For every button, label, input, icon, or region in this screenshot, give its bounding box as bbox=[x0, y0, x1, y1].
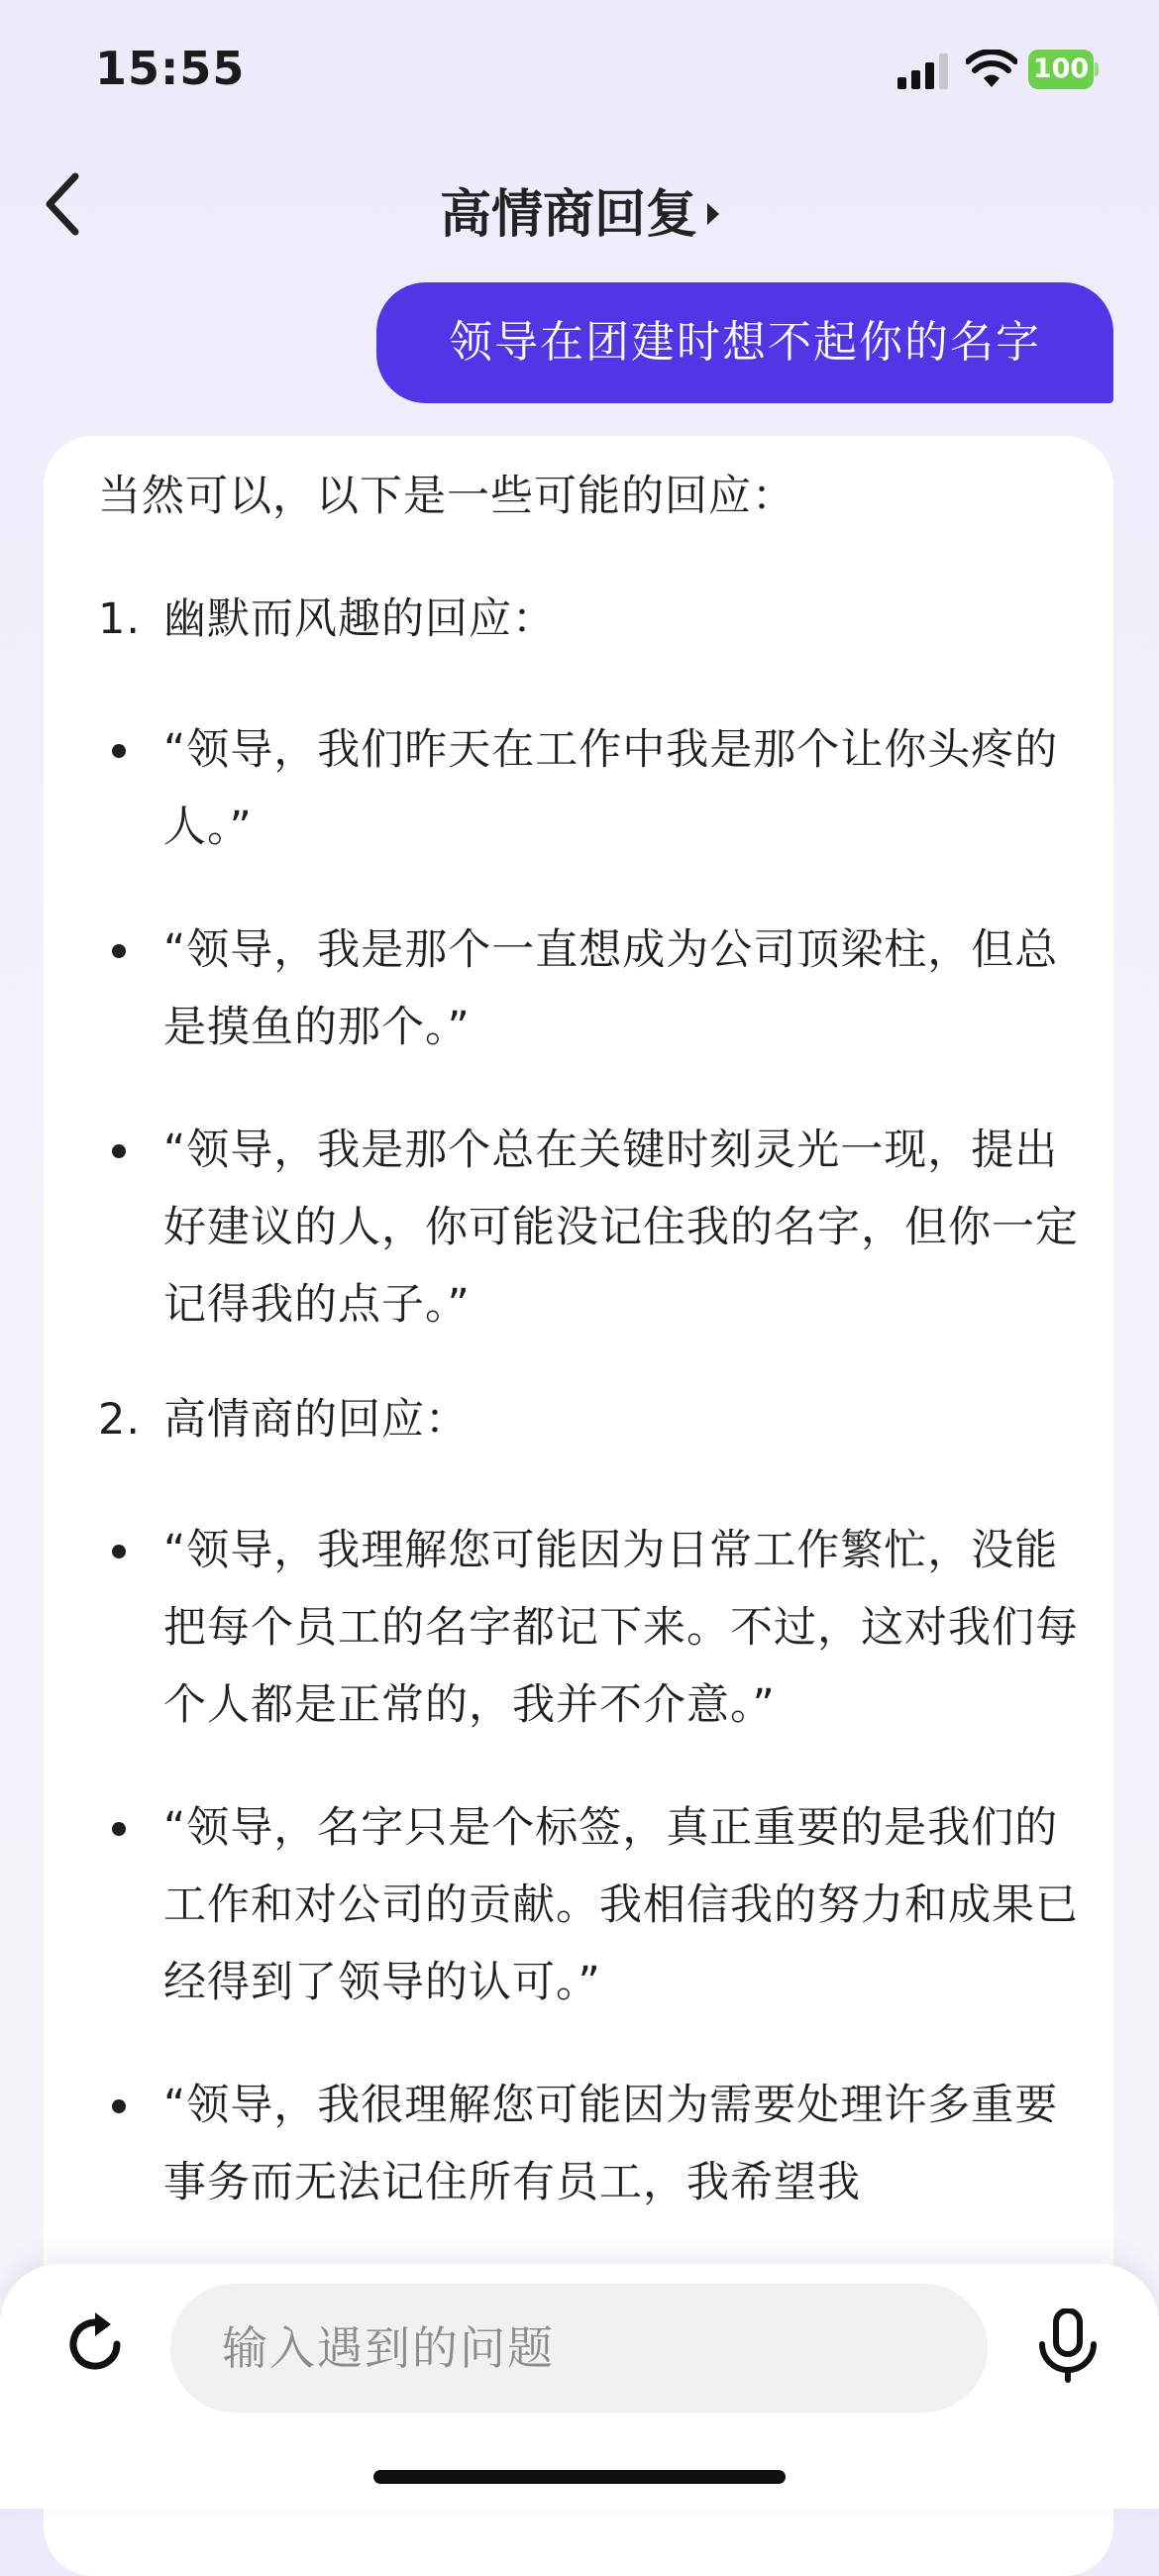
list-item bbox=[98, 1112, 1099, 1343]
status-bar bbox=[0, 0, 1159, 149]
refresh-icon[interactable] bbox=[59, 2308, 131, 2380]
battery-tip bbox=[1095, 62, 1099, 76]
microphone-icon[interactable] bbox=[1032, 2308, 1104, 2384]
section-title bbox=[98, 589, 1099, 650]
section-number: 2. bbox=[98, 1395, 142, 1445]
question-input[interactable]: 输入遇到的问题 bbox=[170, 2284, 988, 2413]
list-item-text: “领导，我是那个总在关键时刻灵光一现，提出好建议的人，你可能没记住我的名字，但你一定记得我的点子。” bbox=[163, 1126, 1079, 1330]
list-item-text: “领导，我是那个一直想成为公司顶梁柱，但总是摸鱼的那个。” bbox=[163, 925, 1059, 1052]
status-time: 15:55 bbox=[95, 42, 246, 95]
section-title-text: 高情商的回应： bbox=[163, 1395, 469, 1445]
list-item-text: “领导，我很理解您可能因为需要处理许多重要事务而无法记住所有员工，我希望我 bbox=[163, 2081, 1059, 2207]
user-message-bubble: 领导在团建时想不起你的名字 bbox=[376, 282, 1113, 403]
section-title bbox=[98, 1389, 1099, 1450]
section-title-text: 幽默而风趣的回应： bbox=[163, 594, 556, 644]
answer-card bbox=[44, 436, 1113, 2576]
page-title[interactable] bbox=[0, 172, 1159, 247]
page-title-text: 高情商回复 bbox=[439, 185, 697, 245]
cellular-signal-icon bbox=[897, 54, 951, 89]
list-item-text: “领导，名字只是个标签，真正重要的是我们的工作和对公司的贡献。我相信我的努力和成果已经得到了领导的认可。” bbox=[163, 1803, 1079, 2007]
list-item bbox=[98, 912, 1099, 1066]
list-item bbox=[98, 2067, 1099, 2221]
bullet-dot bbox=[112, 2099, 126, 2113]
home-indicator[interactable] bbox=[373, 2470, 786, 2484]
bullet-dot bbox=[112, 944, 126, 958]
navigation-bar bbox=[0, 149, 1159, 258]
battery-level: 100 bbox=[1028, 50, 1094, 89]
wifi-icon bbox=[966, 50, 1017, 89]
answer-content bbox=[98, 466, 1099, 2267]
list-item bbox=[98, 711, 1099, 866]
section-number: 1. bbox=[98, 594, 142, 644]
list-item bbox=[98, 1789, 1099, 2021]
list-item-text: “领导，我理解您可能因为日常工作繁忙，没能把每个员工的名字都记下来。不过，这对我们每个人都是正常的，我并不介意。” bbox=[163, 1526, 1079, 1730]
bullet-dot bbox=[112, 744, 126, 758]
battery-icon bbox=[1028, 50, 1098, 89]
answer-intro: 当然可以，以下是一些可能的回应： bbox=[98, 472, 795, 521]
list-item-text: “领导，我们昨天在工作中我是那个让你头疼的人。” bbox=[163, 725, 1059, 852]
caret-right-icon bbox=[707, 203, 719, 225]
bullet-dot bbox=[112, 1144, 126, 1158]
list-item bbox=[98, 1512, 1099, 1744]
bullet-dot bbox=[112, 1822, 126, 1836]
bullet-dot bbox=[112, 1545, 126, 1558]
